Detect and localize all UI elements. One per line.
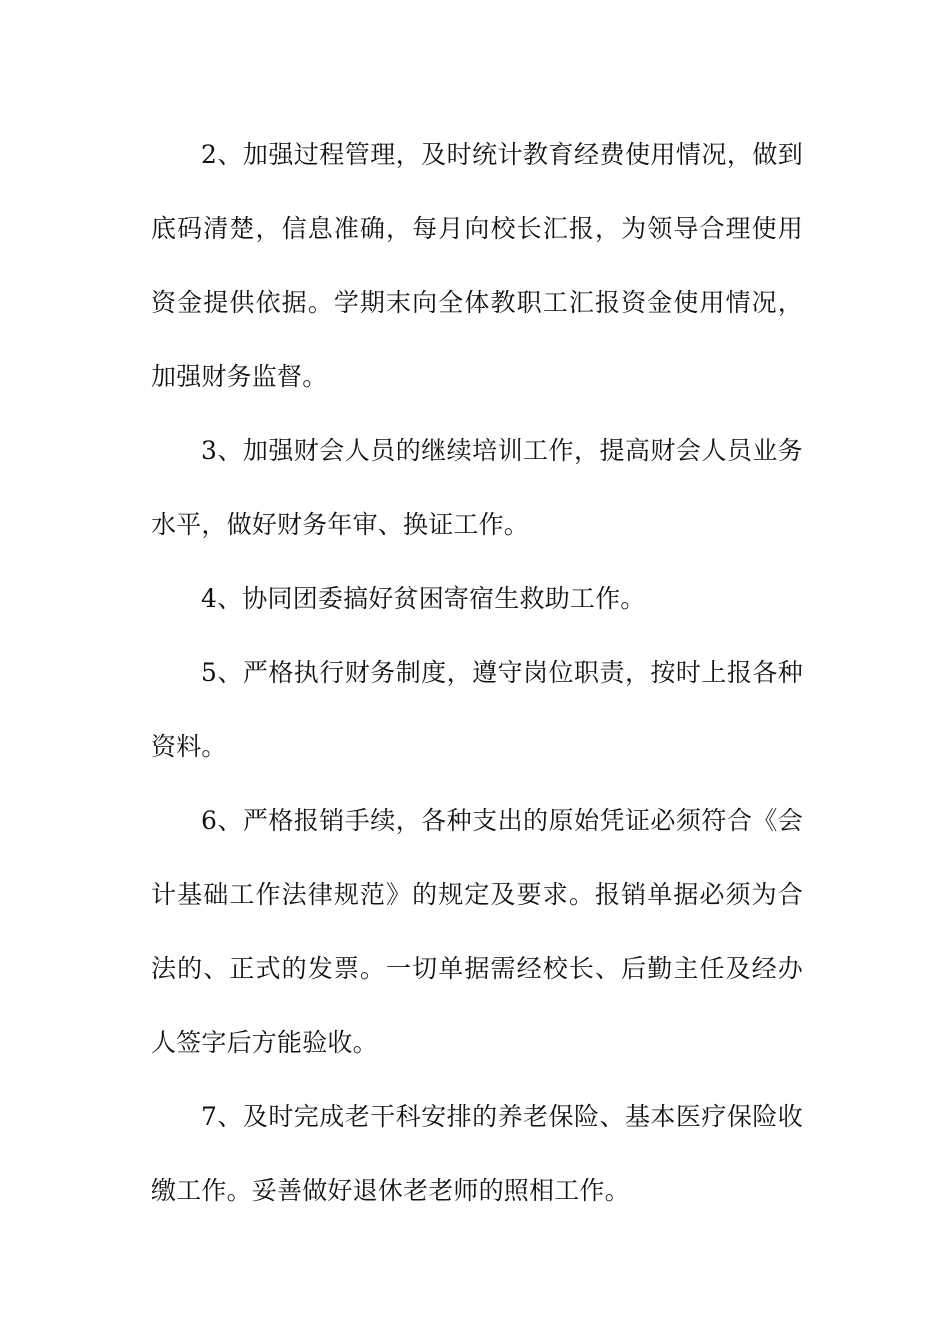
document-body (151, 118, 803, 1228)
paragraph-item-5: 5、严格执行财务制度，遵守岗位职责，按时上报各种资料。 (151, 658, 803, 761)
paragraph-item-3: 3、加强财会人员的继续培训工作，提高财会人员业务水平，做好财务年审、换证工作。 (151, 436, 803, 539)
paragraph-item-6: 6、严格报销手续，各种支出的原始凭证必须符合《会计基础工作法律规范》的规定及要求。报销单据必须为合法的、正式的发票。一切单据需经校长、后勤主任及经办人签字后方能验收。 (151, 806, 803, 1057)
paragraph-item-4: 4、协同团委搞好贫困寄宿生救助工作。 (201, 584, 646, 613)
paragraph-item-7: 7、及时完成老干科安排的养老保险、基本医疗保险收缴工作。妥善做好退休老老师的照相工作。 (151, 1102, 803, 1205)
paragraph-item-2: 2、加强过程管理，及时统计教育经费使用情况，做到底码清楚，信息准确，每月向校长汇报，为领导合理使用资金提供依据。学期末向全体教职工汇报资金使用情况，加强财务监督。 (151, 140, 803, 391)
